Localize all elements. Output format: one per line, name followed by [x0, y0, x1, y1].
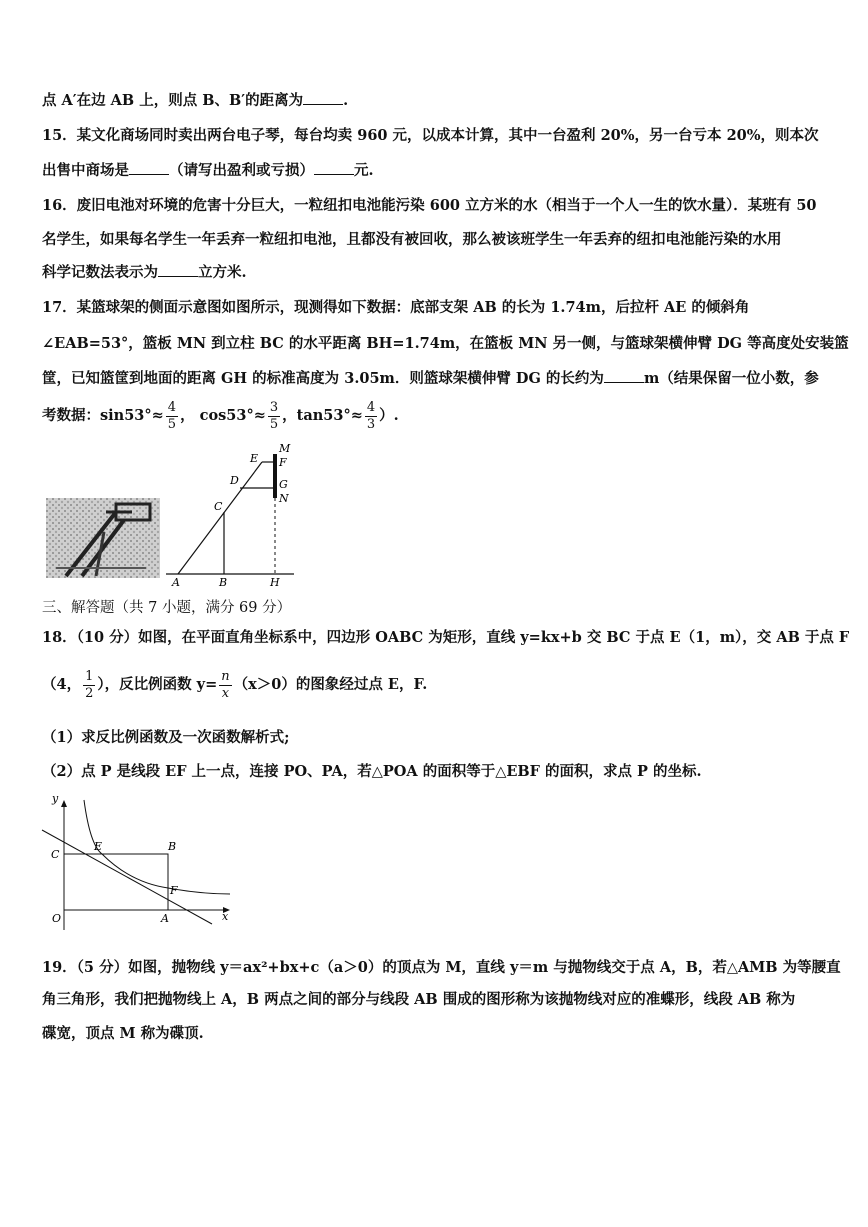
text: . — [343, 92, 349, 109]
answer-blank — [303, 90, 343, 105]
rectangle-OABC — [64, 854, 168, 910]
numerator: 4 — [167, 399, 177, 415]
text: ）. — [379, 407, 399, 424]
question-19-line3 — [42, 1024, 832, 1044]
text: 立方米. — [198, 264, 247, 281]
text: 元. — [354, 162, 374, 179]
text: ∠EAB=53°，篮板 MN 到立柱 BC 的水平距离 BH=1.74m，在篮板 MN 另一侧，与篮球架横伸臂 DG 等高度处安装篮 — [42, 335, 849, 352]
denominator: 2 — [85, 685, 94, 701]
fraction-n-over-x — [219, 669, 231, 702]
question-19-line1 — [42, 958, 841, 978]
label-H: H — [270, 576, 280, 589]
label-F: F — [279, 456, 287, 469]
numerator: 3 — [269, 399, 279, 415]
text: 角三角形，我们把抛物线上 A，B 两点之间的部分与线段 AB 围成的图形称为该抛物线对应的准蝶形，线段 AB 称为 — [42, 991, 796, 1008]
text: （2）点 P 是线段 EF 上一点，连接 PO、PA，若△POA 的面积等于△EBF 的面积，求点 P 的坐标. — [42, 763, 702, 780]
denominator: 5 — [167, 416, 177, 432]
question-17-line4 — [42, 396, 832, 436]
text: 17．某篮球架的侧面示意图如图所示，现测得如下数据：底部支架 AB 的长为 1.74m，后拉杆 AE 的倾斜角 — [42, 299, 750, 316]
label-A: A — [172, 576, 180, 589]
text: 三、解答题（共 7 小题，满分 69 分） — [42, 600, 292, 616]
question-17-line2 — [42, 334, 849, 354]
basketball-stand-photo — [46, 498, 160, 578]
label-M: M — [279, 442, 291, 455]
label-F: F — [170, 884, 178, 897]
question-18-part1 — [42, 728, 832, 748]
text: 19．（5 分）如图，抛物线 y＝ax²+bx+c（a＞0）的顶点为 M，直线 y＝m 与抛物线交于点 A，B，若△AMB 为等腰直 — [42, 959, 841, 976]
label-B: B — [219, 576, 228, 589]
text: 名学生，如果每名学生一年丢弃一粒纽扣电池，且都没有被回收，那么被该班学生一年丢弃的纽扣电池能污染的水用 — [42, 231, 782, 248]
denominator: 3 — [366, 416, 376, 432]
question-16-line3 — [42, 262, 832, 283]
question-18-part2 — [42, 762, 832, 782]
numerator: n — [221, 668, 230, 684]
hyperbola-curve — [84, 800, 230, 894]
text: 碟宽，顶点 M 称为碟顶. — [42, 1025, 204, 1042]
text: 点 A′在边 AB 上，则点 B、B′的距离为 — [42, 92, 304, 109]
question-16-line1 — [42, 196, 832, 216]
label-A: A — [161, 912, 169, 925]
text: ），反比例函数 y= — [97, 676, 218, 693]
label-y: y — [52, 792, 59, 805]
text: 15．某文化商场同时卖出两台电子琴，每台均卖 960 元，以成本计算，其中一台盈利 20%，另一台亏本 20%，则本次 — [42, 127, 819, 144]
denominator: 5 — [269, 416, 279, 432]
coordinate-figure-q18 — [40, 790, 240, 940]
question-17-line1 — [42, 298, 832, 318]
text: 出售中商场是 — [42, 162, 129, 179]
question-15-line2 — [42, 160, 832, 181]
answer-blank — [314, 160, 354, 175]
question-15-line1 — [42, 126, 832, 146]
label-O: O — [52, 912, 62, 925]
fraction-tan — [365, 400, 377, 433]
answer-blank — [129, 160, 169, 175]
answer-blank — [158, 262, 198, 277]
text: m（结果保留一位小数，参 — [643, 370, 819, 387]
text: （x＞0）的图象经过点 E，F. — [233, 676, 428, 693]
label-C: C — [214, 500, 223, 513]
label-E: E — [250, 452, 259, 465]
section-heading — [42, 598, 832, 618]
numerator: 1 — [85, 668, 94, 684]
denominator: x — [221, 685, 230, 701]
text: 科学记数法表示为 — [42, 264, 158, 281]
label-C: C — [51, 848, 60, 861]
text: （4， — [42, 676, 82, 693]
basketball-stand-diagram — [162, 440, 312, 590]
label-N: N — [279, 492, 289, 505]
label-x: x — [222, 910, 229, 923]
label-B: B — [168, 840, 177, 853]
text: 筐，已知篮筐到地面的距离 GH 的标准高度为 3.05m．则篮球架横伸臂 DG 的长约为 — [42, 370, 604, 387]
question-19-line2 — [42, 990, 832, 1010]
text: （1）求反比例函数及一次函数解析式; — [42, 729, 290, 746]
fraction-cos — [268, 400, 280, 433]
text-line — [42, 90, 832, 111]
fraction-half — [83, 669, 95, 702]
label-E: E — [94, 840, 103, 853]
text: 考数据：sin53°≈ — [42, 407, 164, 424]
numerator: 4 — [366, 399, 376, 415]
question-16-line2 — [42, 230, 832, 250]
y-axis-arrow — [61, 800, 67, 807]
text: 16．废旧电池对环境的危害十分巨大，一粒纽扣电池能污染 600 立方米的水（相当于一个人一生的饮水量）．某班有 50 — [42, 197, 817, 214]
question-17-line3 — [42, 368, 832, 389]
label-D: D — [230, 474, 239, 487]
text: ， cos53°≈ — [180, 407, 266, 424]
question-18-line1 — [42, 628, 850, 648]
text: （请写出盈利或亏损） — [169, 162, 314, 179]
label-G: G — [279, 478, 288, 491]
question-18-line2 — [42, 664, 832, 706]
text: 18．（10 分）如图，在平面直角坐标系中，四边形 OABC 为矩形，直线 y=kx+b 交 BC 于点 E（1，m），交 AB 于点 F — [42, 629, 850, 646]
fraction-sin — [166, 400, 178, 433]
text: ，tan53°≈ — [282, 407, 363, 424]
answer-blank — [604, 368, 644, 383]
pole-AE — [178, 462, 262, 574]
